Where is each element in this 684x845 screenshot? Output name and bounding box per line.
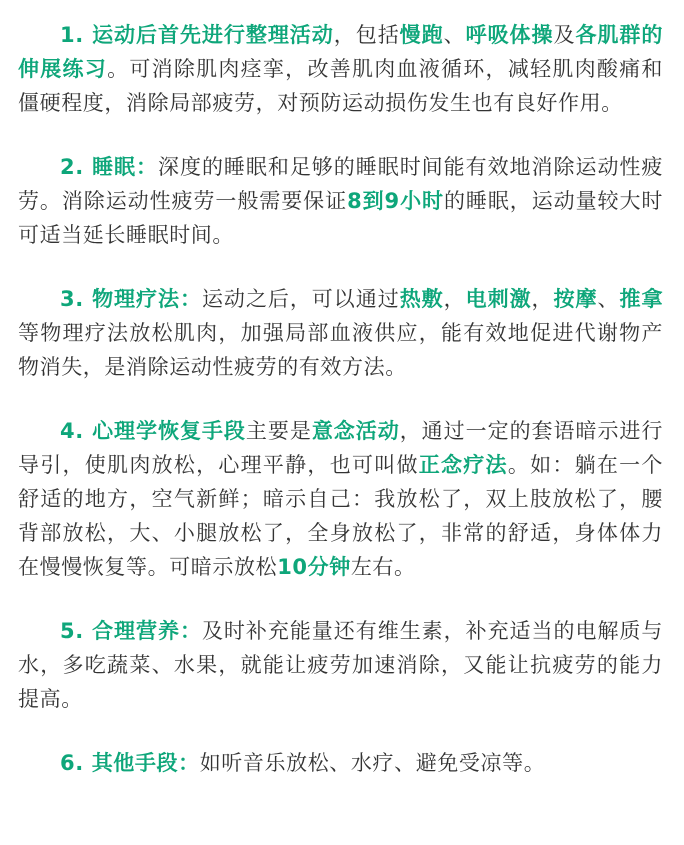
- highlighted-text: 4. 心理学恢复手段: [60, 419, 246, 443]
- paragraph-cool-down: [18, 18, 663, 120]
- highlighted-text: 2. 睡眠：: [60, 155, 158, 179]
- paragraph-psychological-recovery: [18, 414, 663, 584]
- body-text: ，: [531, 287, 554, 311]
- highlighted-text: 按摩: [553, 287, 598, 311]
- highlighted-text: 呼吸体操: [465, 23, 554, 47]
- body-text: 如听音乐放松、水疗、避免受凉等。: [199, 751, 546, 775]
- highlighted-text: 正念疗法: [418, 453, 508, 477]
- highlighted-text: 1. 运动后首先进行整理活动: [60, 23, 334, 47]
- body-text: ，: [443, 287, 466, 311]
- body-text: 的睡眠，运动量较大时可适当延长睡眠时间。: [18, 189, 664, 247]
- highlighted-text: 3. 物理疗法：: [60, 287, 202, 311]
- body-text: 及时补充能量还有维生素，补充适当的电解质与水，多吃蔬菜、水果，就能让疲劳加速消除，又能让抗疲劳的能力提高。: [18, 619, 663, 711]
- body-text: 、: [597, 287, 620, 311]
- paragraph-physical-therapy: [18, 282, 663, 384]
- highlighted-text: 5. 合理营养：: [60, 619, 202, 643]
- highlighted-text: 10分钟: [277, 555, 351, 579]
- body-text: 运动之后，可以通过: [201, 287, 400, 311]
- body-text: 、: [443, 23, 466, 47]
- body-text: 。如：躺在一个舒适的地方，空气新鲜；暗示自己：我放松了，双上肢放松了，腰背部放松，大、小腿放松了，全身放松了，非常的舒适，身体体力在慢慢恢复等。可暗示放松: [18, 453, 663, 579]
- body-text: 。可消除肌肉痉挛，改善肌肉血液循环，减轻肌肉酸痛和僵硬程度，消除局部疲劳，对预防运动损伤发生也有良好作用。: [18, 57, 663, 115]
- highlighted-text: 推拿: [619, 287, 664, 311]
- paragraph-other-methods: [18, 746, 663, 780]
- paragraph-nutrition: [18, 614, 663, 716]
- paragraph-sleep: [18, 150, 663, 252]
- body-text: 左右。: [350, 555, 416, 579]
- body-text: 及: [553, 23, 576, 47]
- highlighted-text: 慢跑: [399, 23, 444, 47]
- body-text: ，通过一定的套语暗示进行导引，使肌肉放松，心理平静，也可叫做: [18, 419, 663, 477]
- highlighted-text: 8到9小时: [347, 189, 444, 213]
- highlighted-text: 各肌群的伸展练习: [18, 23, 663, 81]
- highlighted-text: 热敷: [399, 287, 444, 311]
- highlighted-text: 6. 其他手段：: [60, 751, 200, 775]
- body-text: 等物理疗法放松肌肉，加强局部血液供应，能有效地促进代谢物产物消失，是消除运动性疲劳的有效方法。: [18, 321, 663, 379]
- article-body: [18, 18, 663, 810]
- highlighted-text: 电刺激: [465, 287, 532, 311]
- body-text: 主要是: [245, 419, 312, 443]
- body-text: ，包括: [333, 23, 400, 47]
- highlighted-text: 意念活动: [311, 419, 400, 443]
- body-text: 深度的睡眠和足够的睡眠时间能有效地消除运动性疲劳。消除运动性疲劳一般需要保证: [18, 155, 663, 213]
